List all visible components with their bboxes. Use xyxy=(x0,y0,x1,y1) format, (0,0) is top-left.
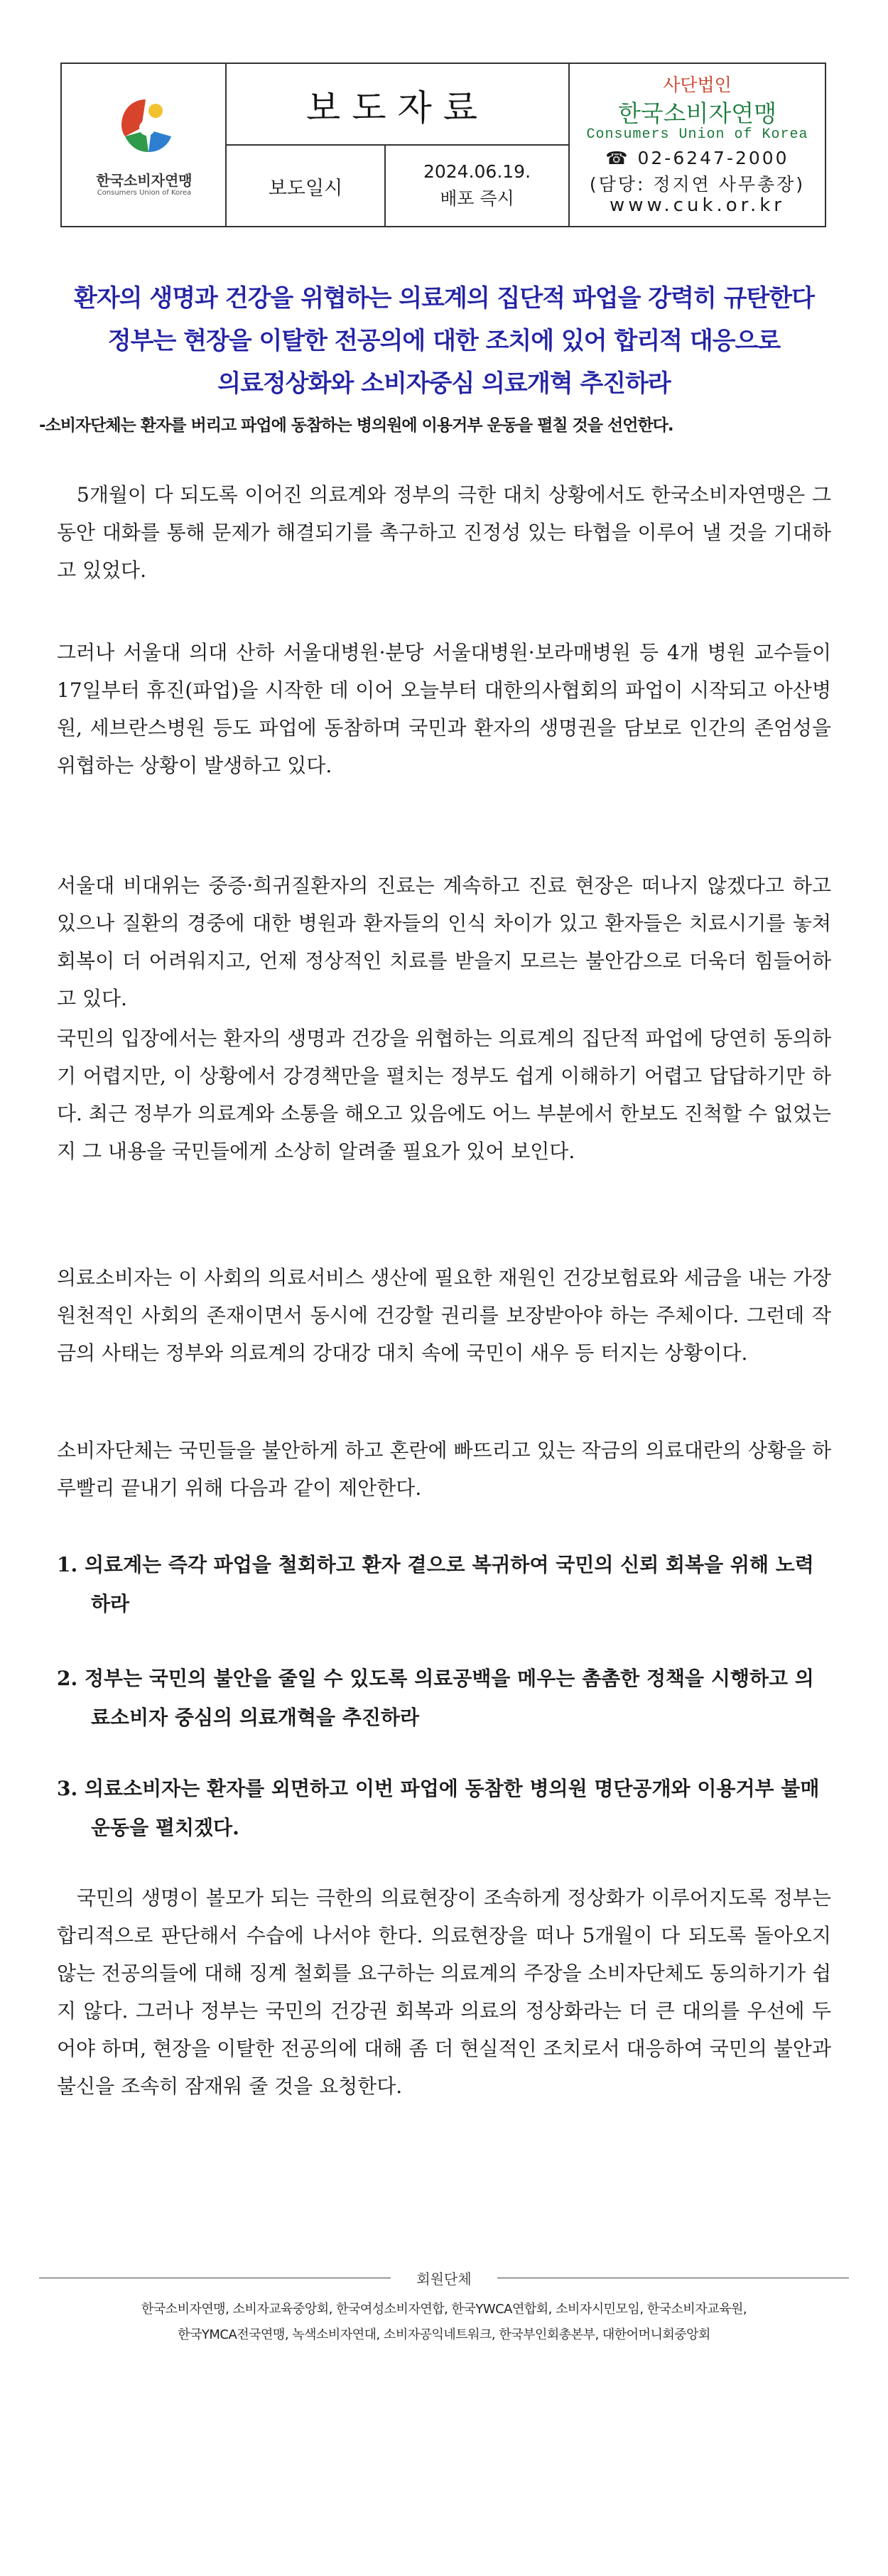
org-contact: (담당: 정지연 사무총장) xyxy=(589,174,806,195)
release-timing: 배포 즉시 xyxy=(440,188,514,209)
logo-subtitle: Consumers Union of Korea xyxy=(97,189,192,197)
subtitle: -소비자단체는 환자를 버리고 파업에 동참하는 병의원에 이용거부 운동을 펼칠 것을 선언한다. xyxy=(39,416,673,435)
headline-1: 환자의 생명과 건강을 위협하는 의료계의 집단적 파업을 강력히 규탄한다 xyxy=(73,284,814,313)
release-date: 2024.06.19. xyxy=(423,161,531,182)
paragraph-5: 의료소비자는 이 사회의 의료서비스 생산에 필요한 재원인 건강보험료와 세금을 내는 가장 원천적인 사회의 존재이면서 동시에 건강할 권리를 보장받아야 하는 주체이다. 그런데 작금의 사태는 정부와 의료계의 강대강 대치 속에 국민이 새우 등 터지는 상황이다. xyxy=(57,1266,831,1365)
logo-name: 한국소비자연맹 xyxy=(96,172,193,189)
org-type: 사단법인 xyxy=(663,75,732,95)
headline-3: 의료정상화와 소비자중심 의료개혁 추진하라 xyxy=(217,369,671,398)
consumers-union-logo-icon xyxy=(113,92,178,158)
date-label-cell xyxy=(227,146,386,226)
closing-paragraph: 국민의 생명이 볼모가 되는 극한의 의료현장이 조속하게 정상화가 이루어지도록 정부는 합리적으로 판단해서 수습에 나서야 한다. 의료현장을 떠나 5개월이 다 되도록 돌아오지 않는 전공의들에 대해 징계 철회를 요구하는 의료계의 주장을 소비자단체도 동의하기가 쉽지 않다. 그러나 정부는 국민의 건강권 회복과 의료의 정상화라는 더 큰 대의를 우선에 두어야 하며, 현장을 이탈한 전공의에 대해 좀 더 현실적인 조치로서 대응하여 국민의 불안과 불신을 조속히 잠재워 줄 것을 요청한다. xyxy=(57,1886,831,2098)
paragraph-3: 서울대 비대위는 중증·희귀질환자의 진료는 계속하고 진료 현장은 떠나지 않겠다고 하고 있으나 질환의 경중에 대한 병원과 환자들의 인식 차이가 있고 환자들은 치료시기를 놓쳐 회복이 더 어려워지고, 언제 정상적인 치료를 받을지 모르는 불안감으로 더욱더 힘들어하고 있다. xyxy=(57,874,831,1010)
title-cell xyxy=(227,64,570,146)
logo-yellow-dot xyxy=(148,104,163,118)
organization-cell xyxy=(570,64,825,226)
paragraph-6: 소비자단체는 국민들을 불안하게 하고 혼란에 빠뜨리고 있는 작금의 의료대란의 상황을 하루빨리 끝내기 위해 다음과 같이 제안한다. xyxy=(57,1439,831,1500)
paragraph-1: 5개월이 다 되도록 이어진 의료계와 정부의 극한 대치 상황에서도 한국소비자연맹은 그동안 대화를 통해 문제가 해결되기를 촉구하고 진정성 있는 타협을 이루어 낼 것을 기대하고 있었다. xyxy=(57,483,831,582)
org-website[interactable]: www.cuk.or.kr xyxy=(610,195,785,216)
date-label: 보도일시 xyxy=(268,178,343,200)
press-release-header xyxy=(60,63,826,227)
paragraph-2: 그러나 서울대 의대 산하 서울대병원·분당 서울대병원·보라매병원 등 4개 병원 교수들이 17일부터 휴진(파업)을 시작한 데 이어 오늘부터 대한의사협회의 파업이 시작되고 아산병원, 세브란스병원 등도 파업에 동참하며 국민과 환자의 생명권을 담보로 인간의 존엄성을 위협하는 상황이 발생하고 있다. xyxy=(57,641,831,777)
date-cell xyxy=(386,146,570,226)
member-orgs-line-2: 한국YMCA전국연맹, 녹색소비자연대, 소비자공익네트워크, 한국부인회총본부, 대한어머니회중앙회 xyxy=(178,2327,710,2342)
headline-2: 정부는 현장을 이탈한 전공의에 대한 조치에 있어 합리적 대응으로 xyxy=(107,327,781,355)
org-english-name: Consumers Union of Korea xyxy=(586,126,808,143)
org-name: 한국소비자연맹 xyxy=(617,99,777,127)
member-orgs-line-1: 한국소비자연맹, 소비자교육중앙회, 한국여성소비자연합, 한국YWCA연합회, 소비자시민모임, 한국소비자교육원, xyxy=(141,2302,747,2317)
page-title: 보도자료 xyxy=(305,87,489,129)
proposal-1: 1. 의료계는 즉각 파업을 철회하고 환자 곁으로 복귀하여 국민의 신뢰 회복을 위해 노력하라 xyxy=(57,1553,814,1616)
footer-label: 회원단체 xyxy=(416,2271,472,2288)
org-phone: ☎ 02-6247-2000 xyxy=(605,148,789,168)
proposal-3: 3. 의료소비자는 환자를 외면하고 이번 파업에 동참한 병의원 명단공개와 이용거부 불매운동을 펼치겠다. xyxy=(57,1777,820,1839)
logo-cell xyxy=(62,64,227,226)
paragraph-4: 국민의 입장에서는 환자의 생명과 건강을 위협하는 의료계의 집단적 파업에 당연히 동의하기 어렵지만, 이 상황에서 강경책만을 펼치는 정부도 쉽게 이해하기 어렵고 답답하기만 하다. 최근 정부가 의료계와 소통을 해오고 있음에도 어느 부분에서 한보도 진척할 수 없었는지 그 내용을 국민들에게 소상히 알려줄 필요가 있어 보인다. xyxy=(57,1027,831,1163)
proposal-2: 2. 정부는 국민의 불안을 줄일 수 있도록 의료공백을 메우는 촘촘한 정책을 시행하고 의료소비자 중심의 의료개혁을 추진하라 xyxy=(57,1667,814,1729)
